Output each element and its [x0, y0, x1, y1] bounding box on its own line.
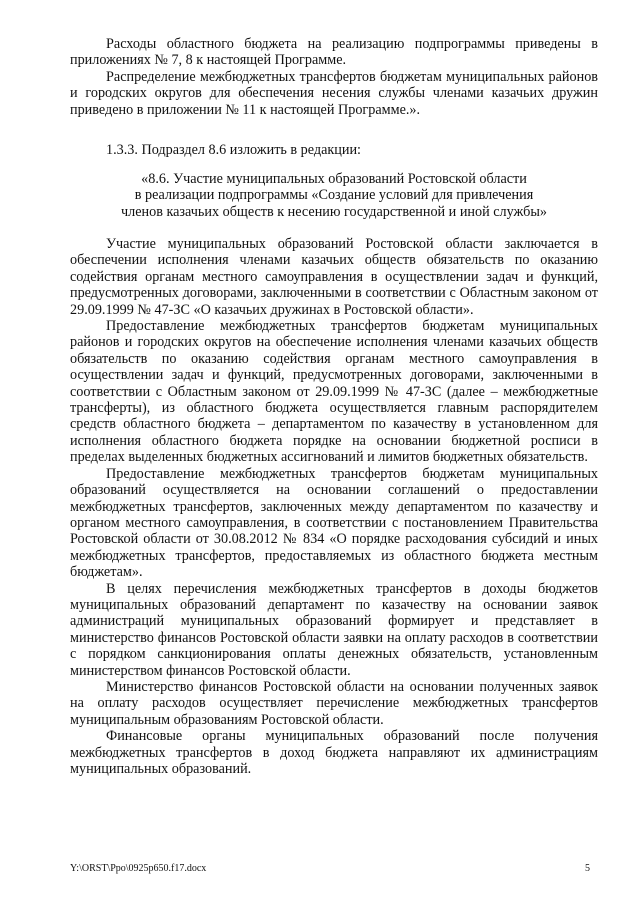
page-number: 5 [585, 863, 590, 874]
heading-line: в реализации подпрограммы «Создание условий для привлечения [134, 187, 534, 203]
paragraph: Распределение межбюджетных трансфертов бюджетам муниципальных районов и городских округов для обеспечения несения службы членами казачьих дружин приведено в приложении № 11 к настоящей Программе.». [70, 68, 598, 118]
paragraph: Министерство финансов Ростовской области на основании полученных заявок на оплату расходов осуществляет перечисление межбюджетных трансфертов муниципальным образованиям Ростовской области. [70, 678, 598, 728]
body-section [70, 236, 598, 777]
paragraph: В целях перечисления межбюджетных трансфертов в доходы бюджетов муниципальных образований департамент по казачеству на основании заявок администраций муниципальных образований формирует и представляет в министерство финансов Ростовской области заявки на оплату расходов в соответствии с порядком санкционирования оплаты денежных обязательств, установленным министерством финансов Ростовской области. [70, 580, 598, 679]
heading-line: «8.6. Участие муниципальных образований Ростовской области [141, 171, 527, 187]
paragraph: Расходы областного бюджета на реализацию подпрограммы приведены в приложениях № 7, 8 к настоящей Программе. [70, 36, 598, 69]
paragraph: Финансовые органы муниципальных образований после получения межбюджетных трансфертов в доход бюджета направляют их администрациям муниципальных образований. [70, 728, 598, 777]
footer-file-path: Y:\ORST\Ppo\0925p650.f17.docx [70, 863, 207, 874]
paragraph: Предоставление межбюджетных трансфертов бюджетам муниципальных районов и городских округов на обеспечение исполнения членами казачьих обществ обязательств по оказанию содействия органам местного самоуправления в осуществлении задач и функций, предусмотренных договорами, заключенными в соответствии с Областным законом от 29.09.1999 № 47-ЗС (далее – межбюджетные трансферты), из областного бюджета осуществляется главным распорядителем средств областного бюджета – департаментом по казачеству в установленном для исполнения областного бюджета порядке на основании бюджетной росписи в пределах выделенных бюджетных ассигнований и лимитов бюджетных обязательств. [70, 318, 598, 466]
paragraph: Предоставление межбюджетных трансфертов бюджетам муниципальных образований осуществляется на основании соглашений о предоставлении межбюджетных трансфертов, заключенных между департаментом по казачеству и органом местного самоуправления, в соответствии с постановлением Правительства Ростовской области от 30.08.2012 № 834 «О порядке расходования субсидий и иных межбюджетных трансфертов, предоставляемых из областного бюджета местным бюджетам». [70, 465, 598, 581]
amendment-item: 1.3.3. Подраздел 8.6 изложить в редакции: [106, 142, 361, 158]
intro-section [70, 36, 598, 118]
heading-line: членов казачьих обществ к несению государственной и иной службы» [121, 204, 547, 220]
paragraph: Участие муниципальных образований Ростовской области заключается в обеспечении исполнения членами казачьих обществ обязательств по оказанию содействия органам местного самоуправления в осуществлении задач и функций, предусмотренных договорами, заключенными в соответствии с Областным законом от 29.09.1999 № 47-ЗС «О казачьих дружинах в Ростовской области». [70, 236, 598, 318]
